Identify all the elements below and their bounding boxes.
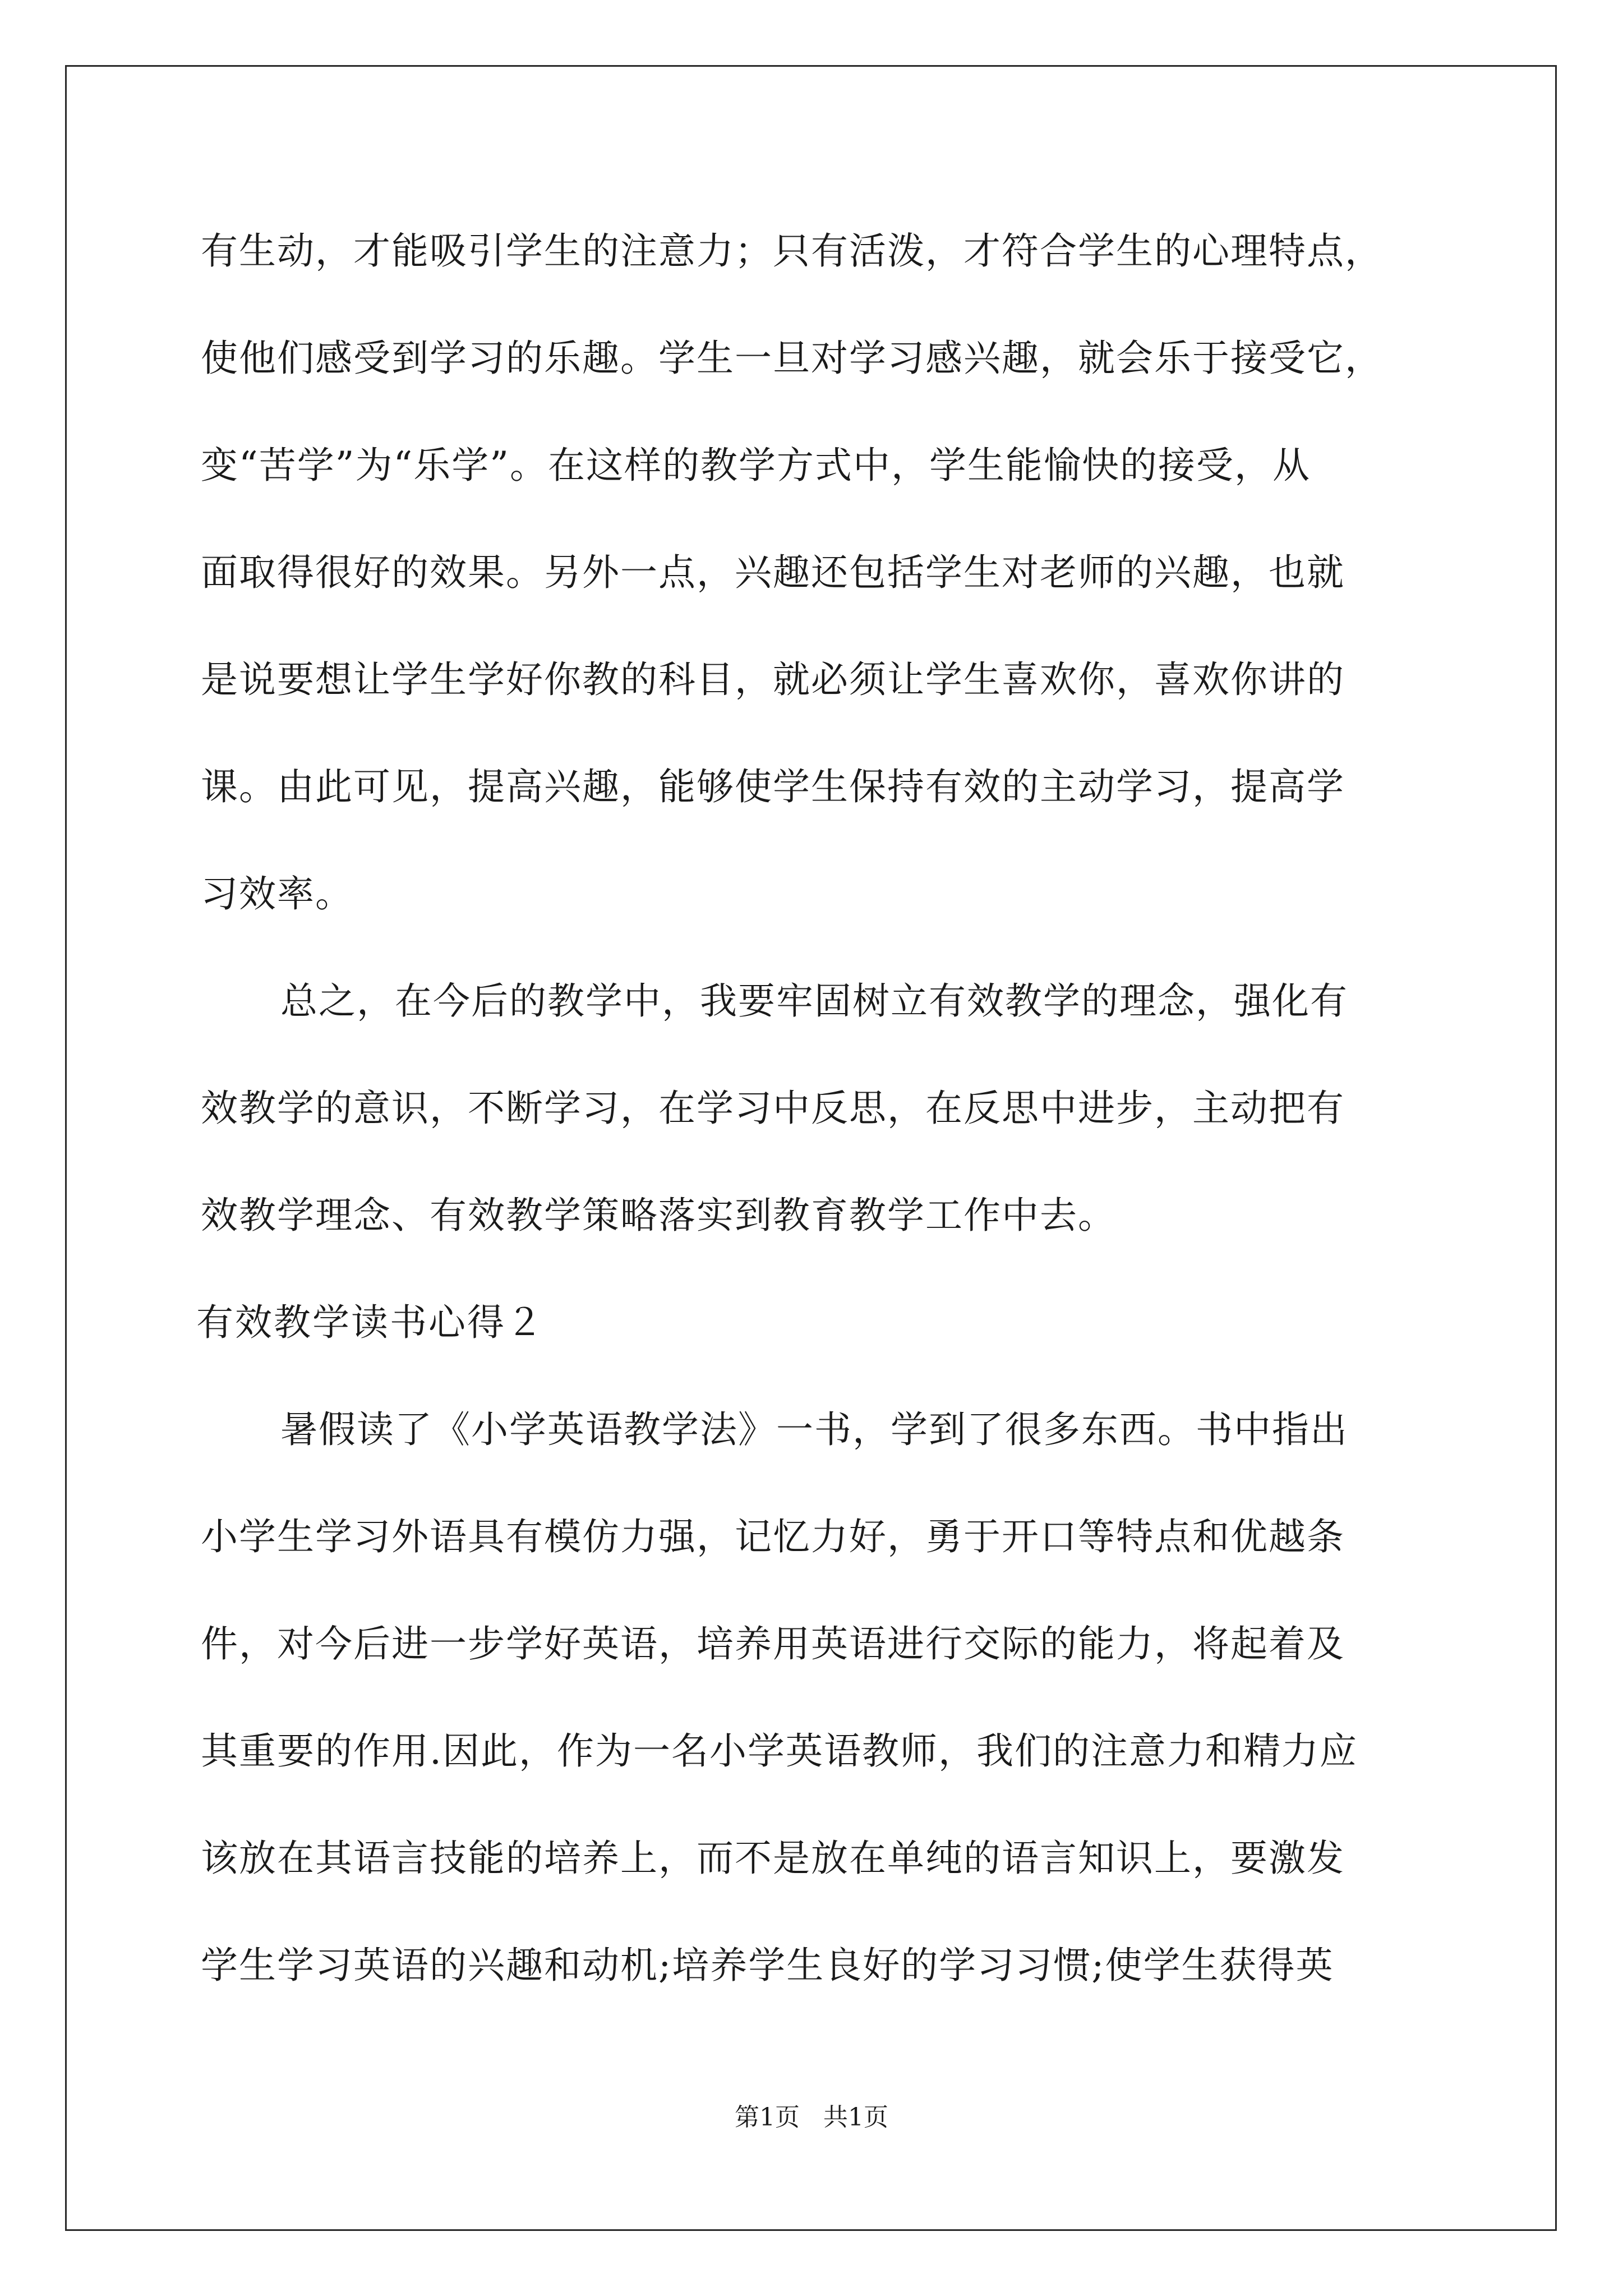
body-line: 效教学理念、有效教学策略落实到教育教学工作中去。 — [201, 1194, 1116, 1237]
body-line: 课。由此可见，提高兴趣，能够使学生保持有效的主动学习，提高学 — [201, 765, 1345, 808]
body-line: 小学生学习外语具有模仿力强，记忆力好，勇于开口等特点和优越条 — [201, 1515, 1345, 1558]
body-line: 其重要的作用.因此，作为一名小学英语教师，我们的注意力和精力应 — [201, 1729, 1358, 1773]
body-line: 该放在其语言技能的培养上，而不是放在单纯的语言知识上，要激发 — [201, 1837, 1345, 1880]
body-line: 总之，在今后的教学中，我要牢固树立有效教学的理念，强化有 — [280, 979, 1348, 1023]
body-line: 暑假读了《小学英语教学法》一书，学到了很多东西。书中指出 — [280, 1408, 1348, 1451]
body-line: 学生学习英语的兴趣和动机;培养学生良好的学习习惯;使学生获得英 — [201, 1944, 1334, 1987]
section-heading: 有效教学读书心得２ — [196, 1301, 545, 1344]
body-line: 使他们感受到学习的乐趣。学生一旦对学习感兴趣，就会乐于接受它， — [201, 337, 1383, 380]
body-line: 效教学的意识，不断学习，在学习中反思，在反思中进步，主动把有 — [201, 1087, 1345, 1130]
body-line: 面取得很好的效果。另外一点，兴趣还包括学生对老师的兴趣，也就 — [201, 551, 1345, 594]
body-line: 变“苦学”为“乐学”。在这样的教学方式中，学生能愉快的接受，从 — [201, 444, 1311, 487]
body-line: 有生动，才能吸引学生的注意力；只有活泼，才符合学生的心理特点， — [201, 229, 1383, 273]
page-border — [65, 65, 1557, 2231]
body-line: 件，对今后进一步学好英语，培养用英语进行交际的能力，将起着及 — [201, 1622, 1345, 1665]
page-footer: 第1页 共1页 — [735, 2103, 888, 2132]
body-line: 习效率。 — [201, 872, 353, 915]
body-line: 是说要想让学生学好你教的科目，就必须让学生喜欢你，喜欢你讲的 — [201, 658, 1345, 701]
